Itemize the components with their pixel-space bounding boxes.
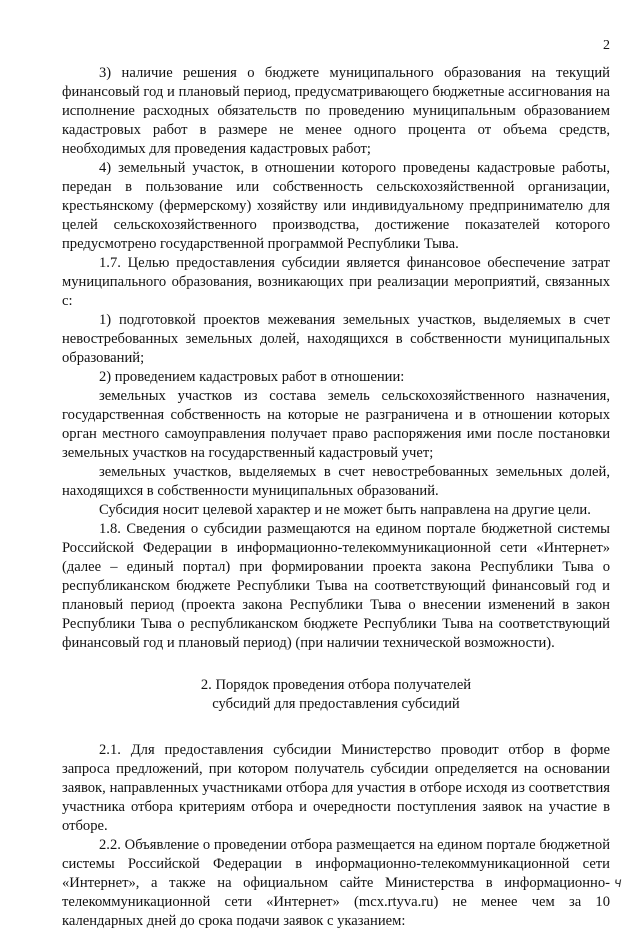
- paragraph-subitem-1: 1) подготовкой проектов межевания земельных участков, выделяемых в счет невостребованных земельных долей, находящихся в собственности муниципальных образований;: [62, 312, 610, 366]
- section-heading: [62, 676, 610, 714]
- paragraph-2-2: 2.2. Объявление о проведении отбора размещается на едином портале бюджетной системы Российской Федерации в информационно-телекоммуникационной сети «Интернет», а также на официальном сайте Министерства в информационно-телекоммуникационной сети «Интернет» (mcx.rtyva.ru) не менее чем за 10 календарных дней до срока подачи заявок с указанием:: [62, 837, 610, 929]
- handwritten-margin-mark: ч: [614, 876, 622, 891]
- paragraph-subsidy-purpose: Субсидия носит целевой характер и не может быть направлена на другие цели.: [99, 502, 591, 518]
- section-heading-line1: 2. Порядок проведения отбора получателей: [200, 677, 472, 693]
- document-body: [62, 64, 610, 931]
- paragraph-land-plots-unclaimed: земельных участков, выделяемых в счет невостребованных земельных долей, находящихся в собственности муниципальных образований.: [62, 464, 610, 499]
- paragraph-2-1: 2.1. Для предоставления субсидии Министерство проводит отбор в форме запроса предложений, при котором получатель субсидии определяется на основании заявок, направленных участниками отбора для участия в отборе исходя из соответствия участника отбора критериям отбора и очередности поступления заявок на участие в отборе.: [62, 742, 610, 834]
- paragraph-1-8: 1.8. Сведения о субсидии размещаются на едином портале бюджетной системы Российской Федерации в информационно-телекоммуникационной сети «Интернет» (далее – единый портал) при формировании проекта закона Республики Тыва о республиканском бюджете Республики Тыва на соответствующий финансовый год и плановый период (проекта закона Республики Тыва о внесении изменений в закон Республики Тыва о республиканском бюджете Республики Тыва на соответствующий финансовый год и плановый период) (при наличии технической возможности).: [62, 521, 610, 651]
- section-heading-line2: субсидий для предоставления субсидий: [212, 696, 460, 712]
- paragraph-land-plots-agricultural: земельных участков из состава земель сельскохозяйственного назначения, государственная собственность на которые не разграничена и в отношении которых орган местного самоуправления получает право распоряжения ими после постановки земельных участков на государственный кадастровый учет;: [62, 388, 610, 461]
- page-number: 2: [603, 38, 610, 53]
- paragraph-1-7: 1.7. Целью предоставления субсидии является финансовое обеспечение затрат муниципального образования, возникающих при реализации мероприятий, связанных с:: [62, 255, 610, 309]
- paragraph-item-4: 4) земельный участок, в отношении которого проведены кадастровые работы, передан в пользование или собственность сельскохозяйственной организации, крестьянскому (фермерскому) хозяйству или индивидуальному предпринимателю для целей сельскохозяйственного производства, достижение показателей которого предусмотрено государственной программой Республики Тыва.: [62, 160, 610, 252]
- paragraph-subitem-2: 2) проведением кадастровых работ в отношении:: [99, 369, 405, 385]
- paragraph-item-3: 3) наличие решения о бюджете муниципального образования на текущий финансовый год и плановый период, предусматривающего бюджетные ассигнования на исполнение расходных обязательств по проведению муниципальным образованием кадастровых работ в размере не менее одного процента от объема средств, необходимых для проведения кадастровых работ;: [62, 65, 610, 157]
